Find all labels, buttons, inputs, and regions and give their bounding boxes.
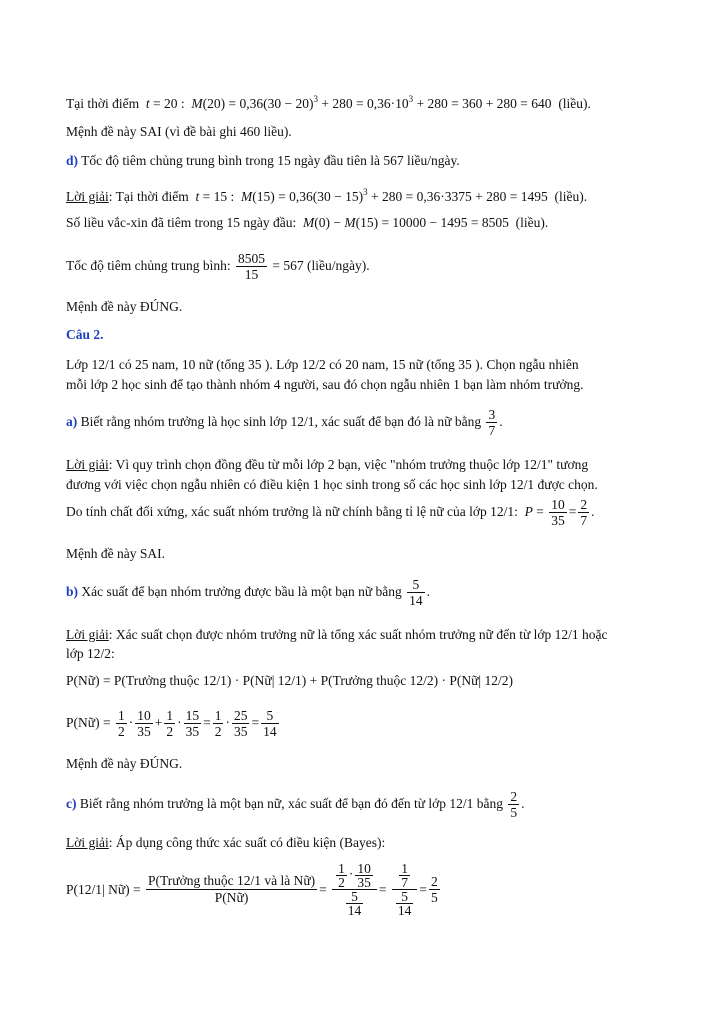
problem-line-2: mỗi lớp 2 học sinh để tạo thành nhóm 4 người, sau đó chọn ngẫu nhiên 1 bạn làm nhóm trưởng. bbox=[66, 377, 584, 392]
solution-a-line-3: Do tính chất đối xứng, xác suất nhóm trưởng là nữ chính bằng tỉ lệ nữ của lớp 12/1: P = $\frac{10}{35}$ = $\frac{2}{7}$ . bbox=[66, 497, 595, 529]
conclusion-b: Mệnh đề này ĐÚNG. bbox=[66, 756, 183, 771]
line-t20: Tại thời điểm t = 20 : $M(20) = 0,36(30 - 20)^3 + 280 = 0,36\cdot 10^3 + 280 = 360 + 280 = 640$ (liều). bbox=[66, 94, 591, 111]
bayes-main-fraction: $\frac{\text{P(Trưởng thuộc 12/1 và là Nữ)}}{\text{P(Nữ)}}$ bbox=[148, 873, 316, 905]
fraction-8505-15: $\frac{8505}{15}$ bbox=[237, 251, 265, 283]
statement-a: a) Biết rằng nhóm trưởng là học sinh lớp 12/1, xác suất để bạn đó là nữ bằng $\frac{3}{7}$ . bbox=[66, 407, 503, 439]
solution-a-line-2: đương với việc chọn ngẫu nhiên có điều kiện 1 học sinh trong số các học sinh lớp 12/1 được chọn. bbox=[66, 477, 598, 492]
bayes-compound-fraction: $\frac{1}{2}$ · $\frac{10}{35}$ $\frac{5}{14}$ bbox=[332, 862, 377, 917]
problem-line-1: Lớp 12/1 có 25 nam, 10 nữ (tổng 35 ). Lớp 12/2 có 20 nam, 15 nữ (tổng 35 ). Chọn ngẫu nhiên bbox=[66, 357, 579, 372]
conclusion-d: Mệnh đề này ĐÚNG. bbox=[66, 299, 183, 314]
formula-total-probability: P(Nữ) = P(Trưởng thuộc 12/1) · P(Nữ| 12/1) + P(Trưởng thuộc 12/2) · P(Nữ| 12/2) bbox=[66, 673, 514, 688]
math-m20: t = 20 : $M(20) = 0,36(30 - 20)^3 + 280 = 0,36\cdot 10^3 + 280 = 360 + 280 = 640$ bbox=[145, 94, 555, 111]
statement-c: c) Biết rằng nhóm trưởng là một bạn nữ, xác suất để bạn đó đến từ lớp 12/1 bằng $\frac{2}{5}$ . bbox=[66, 789, 525, 821]
solution-b-line-2: lớp 12/2: bbox=[66, 646, 115, 661]
statement-b: b) Xác suất để bạn nhóm trưởng được bầu là một bạn nữ bằng $\frac{5}{14}$ . bbox=[66, 577, 431, 609]
calc-total-probability: P(Nữ) = $\frac{1}{2}$ · $\frac{10}{35}$ + $\frac{1}{2}$ · $\frac{15}{35}$ = $\frac{1}{2}$ · $\frac{25}{35}$ = $\frac{5}{14}$ bbox=[66, 708, 277, 740]
math-m15: t = 15 : $M(15) = 0,36(30 - 15)^3 + 280 = 0,36\cdot 3375 + 280 = 1495$ bbox=[195, 187, 552, 204]
line-avg-speed: Tốc độ tiêm chủng trung bình: $\frac{8505}{15}$ = 567 (liều/ngày). bbox=[66, 251, 370, 283]
solution-a-line-1: Lời giải: Vì quy trình chọn đồng đều từ mỗi lớp 2 bạn, việc "nhóm trưởng thuộc lớp 12/1" tương bbox=[66, 457, 589, 472]
solution-b-line-1: Lời giải: Xác suất chọn được nhóm trưởng nữ là tổng xác suất nhóm trưởng nữ đến từ lớp 12/1 hoặc bbox=[66, 627, 608, 642]
bayes-formula: P(12/1| Nữ) = $\frac{\text{P(Trưởng thuộc 12/1 và là Nữ)}}{\text{P(Nữ)}}$ = $\frac{1}{2}$ · $\frac{10}{35}$ $\frac{5}{14}$ = $\frac{\frac{1}{7}}{\frac{5}{14}}$ = $\frac{2}{5}$ bbox=[66, 861, 438, 918]
solution-c: Lời giải: Áp dụng công thức xác suất có điều kiện (Bayes): bbox=[66, 835, 386, 850]
solution-d: Lời giải: Tại thời điểm t = 15 : $M(15) = 0,36(30 - 15)^3 + 280 = 0,36\cdot 3375 + 280 = 1495$ (liều). bbox=[66, 187, 588, 204]
conclusion-a: Mệnh đề này SAI. bbox=[66, 546, 165, 561]
line-sai: Mệnh đề này SAI (vì đề bài ghi 460 liều). bbox=[66, 124, 292, 139]
heading-cau-2: Câu 2. bbox=[66, 327, 104, 342]
statement-d: d) Tốc độ tiêm chủng trung bình trong 15 ngày đầu tiên là 567 liều/ngày. bbox=[66, 153, 460, 168]
line-dose-count: Số liều vắc-xin đã tiêm trong 15 ngày đầu: M(0) − M(15) = 10000 − 1495 = 8505 (liều). bbox=[66, 215, 549, 230]
